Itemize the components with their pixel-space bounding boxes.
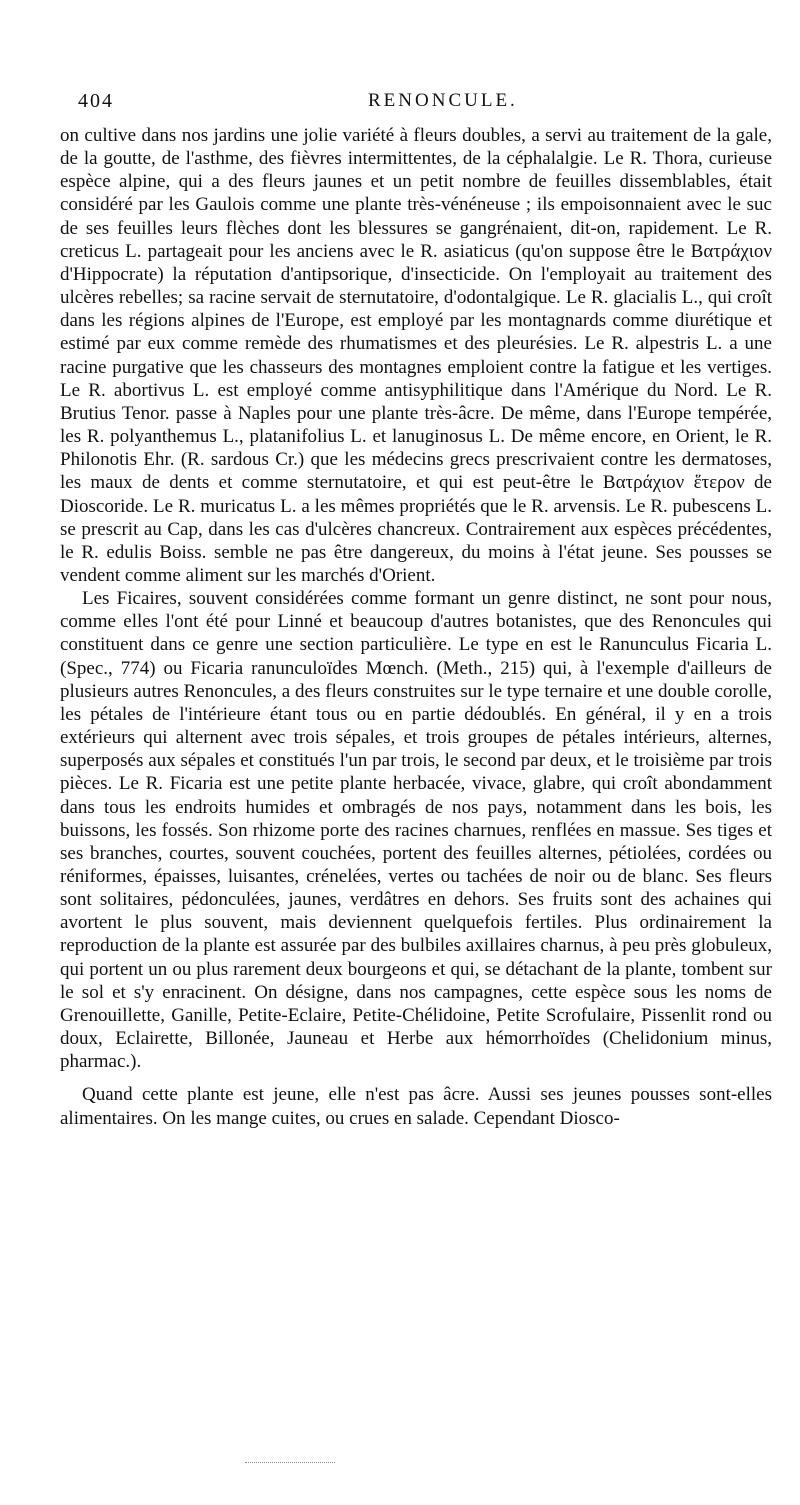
paragraph-ficaires: Les Ficaires, souvent considérées comme formant un genre distinct, ne sont pour nous, comme elles l'ont été pour Linné et beaucoup d'autres botanistes, que des Renoncules qui constituent dans ce genre une section particulière. Le type en est le Ranunculus Ficaria L. (Spec., 774) ou Ficaria ranunculoïdes Mœnch. (Meth., 215) qui, à l'exemple d'ailleurs de plusieurs autres Renoncules, a des fleurs construites sur le type ternaire et une double corolle, les pétales de l'intérieure étant tous ou en partie dédoublés. En général, il y en a trois extérieurs qui alternent avec trois sépales, et trois groupes de pétales intérieurs, alternes, superposés aux sépales et constitués l'un par trois, le second par deux, et le troisième par trois pièces. Le R. Ficaria est une petite plante herbacée, vivace, glabre, qui croît abondamment dans tous les endroits humides et ombragés de nos pays, notamment dans les bois, les buissons, les fossés. Son rhizome porte des racines charnues, renflées en massue. Ses tiges et ses branches, courtes, souvent couchées, portent des feuilles alternes, pétiolées, cordées ou réniformes, épaisses, luisantes, crénelées, vertes ou tachées de noir ou de blanc. Ses fleurs sont solitaires, pédonculées, jaunes, verdâtres en dehors. Ses fruits sont des achaines qui avortent le plus souvent, mais deviennent quelquefois fertiles. Plus ordinairement la reproduction de la plante est assurée par des bulbiles axillaires charnus, à peu près globuleux, qui portent un ou plus rarement deux bourgeons et qui, se détachant de la plante, tombent sur le sol et s'y enracinent. On désigne, dans nos campagnes, cette espèce sous les noms de Grenouillette, Ganille, Petite-Eclaire, Petite-Chélidoine, Petite Scrofulaire, Pissenlit rond ou doux, Eclairette, Billonée, Jauneau et Herbe aux hémorrhoïdes (Chelidonium minus, pharmac.). bbox=[60, 588, 772, 1073]
body-text bbox=[60, 124, 772, 1130]
page-header bbox=[78, 90, 770, 114]
footer-dotted-rule bbox=[245, 1462, 335, 1463]
running-head: RENONCULE. bbox=[368, 90, 518, 111]
paragraph-ranunculus-species: on cultive dans nos jardins une jolie variété à fleurs doubles, a servi au traitement de la gale, de la goutte, de l'asthme, des fièvres intermittentes, de la céphalalgie. Le R. Thora, curieuse espèce alpine, qui a des fleurs jaunes et un petit nombre de feuilles dissemblables, était considéré par les Gaulois comme une plante très-vénéneuse ; ils empoisonnaient avec le suc de ses feuilles leurs flèches dont les blessures se gangrénaient, dit-on, rapidement. Le R. creticus L. partageait pour les anciens avec le R. asiaticus (qu'on suppose être le Βατράχιον d'Hippocrate) la réputation d'antipsorique, d'insecticide. On l'employait au traitement des ulcères rebelles; sa racine servait de sternutatoire, d'odontalgique. Le R. glacialis L., qui croît dans les régions alpines de l'Europe, est employé par les montagnards comme diurétique et estimé par eux comme remède des rhumatismes et des pleurésies. Le R. alpestris L. a une racine purgative que les chasseurs des montagnes emploient contre la fatigue et les vertiges. Le R. abortivus L. est employé comme antisyphilitique dans l'Amérique du Nord. Le R. Brutius Tenor. passe à Naples pour une plante très-âcre. De même, dans l'Europe tempérée, les R. polyanthemus L., platanifolius L. et lanuginosus L. De même encore, en Orient, le R. Philonotis Ehr. (R. sardous Cr.) que les médecins grecs prescrivaient contre les dermatoses, les maux de dents et comme sternutatoire, et qui est peut-être le Βατράχιον ἕτερον de Dioscoride. Le R. muricatus L. a les mêmes propriétés que le R. arvensis. Le R. pubescens L. se prescrit au Cap, dans les cas d'ulcères chancreux. Contrairement aux espèces précédentes, le R. edulis Boiss. semble ne pas être dangereux, du moins à l'état jeune. Ses pousses se vendent comme aliment sur les marchés d'Orient. bbox=[60, 125, 772, 586]
paragraph-young-plant: Quand cette plante est jeune, elle n'est pas âcre. Aussi ses jeunes pousses sont-elles alimentaires. On les mange cuites, ou crues en salade. Cependant Diosco- bbox=[60, 1084, 772, 1129]
page-number: 404 bbox=[78, 90, 114, 112]
